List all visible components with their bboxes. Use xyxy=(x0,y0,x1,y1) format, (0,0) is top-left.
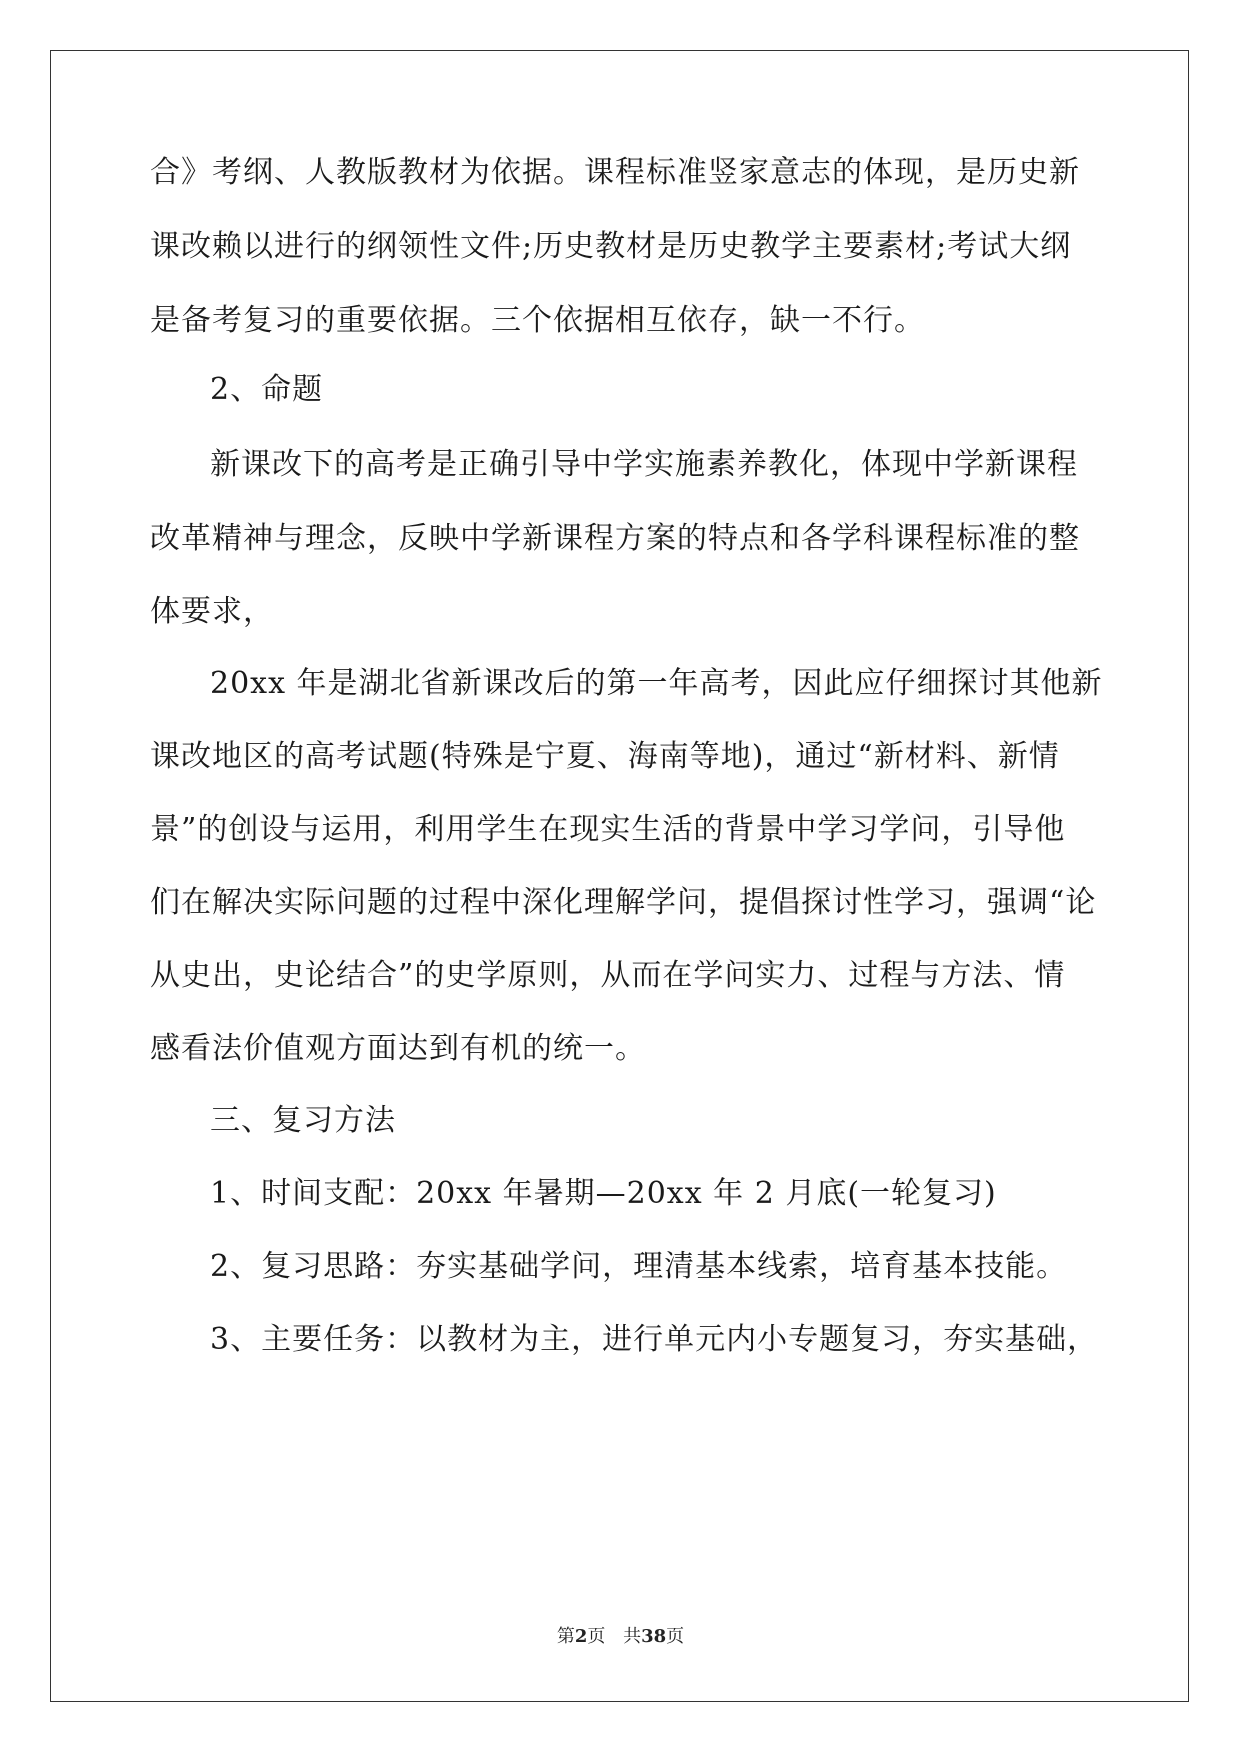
section-heading: 三、复习方法 xyxy=(210,1103,396,1138)
page-unit: 页 xyxy=(587,1626,606,1647)
text-line: 景”的创设与运用，利用学生在现实生活的背景中学习学问，引导他 xyxy=(150,812,1066,847)
text-line: 改革精神与理念，反映中学新课程方案的特点和各学科课程标准的整 xyxy=(150,521,1080,556)
section-heading: 2、命题 xyxy=(210,372,324,407)
page-label: 第 xyxy=(556,1626,575,1647)
text-line: 1、时间支配：20xx 年暑期—20xx 年 2 月底(一轮复习) xyxy=(210,1176,997,1211)
text-line: 2、复习思路：夯实基础学问，理清基本线索，培育基本技能。 xyxy=(210,1249,1068,1284)
text-line: 课改赖以进行的纲领性文件;历史教材是历史教学主要素材;考试大纲 xyxy=(150,229,1072,264)
total-pages: 38 xyxy=(641,1626,667,1647)
text-line: 体要求， xyxy=(150,594,274,629)
text-line: 感看法价值观方面达到有机的统一。 xyxy=(150,1031,646,1066)
page-border xyxy=(50,50,1189,1702)
text-line: 合》考纲、人教版教材为依据。课程标准竖家意志的体现，是历史新 xyxy=(150,155,1080,190)
total-indicator xyxy=(623,1626,684,1647)
text-line: 新课改下的高考是正确引导中学实施素养教化，体现中学新课程 xyxy=(210,447,1078,482)
text-line: 从史出，史论结合”的史学原则，从而在学问实力、过程与方法、情 xyxy=(150,958,1066,993)
total-unit: 页 xyxy=(666,1626,685,1647)
page-footer xyxy=(0,1622,1241,1648)
text-line: 3、主要任务：以教材为主，进行单元内小专题复习，夯实基础， xyxy=(210,1322,1099,1357)
text-line: 是备考复习的重要依据。三个依据相互依存，缺一不行。 xyxy=(150,303,925,338)
total-label: 共 xyxy=(623,1626,642,1647)
text-line: 课改地区的高考试题(特殊是宁夏、海南等地)，通过“新材料、新情 xyxy=(150,739,1060,774)
page-number: 2 xyxy=(574,1626,588,1647)
page-indicator xyxy=(557,1626,606,1647)
text-line: 们在解决实际问题的过程中深化理解学问，提倡探讨性学习，强调“论 xyxy=(150,885,1097,920)
text-line: 20xx 年是湖北省新课改后的第一年高考，因此应仔细探讨其他新 xyxy=(210,666,1103,701)
